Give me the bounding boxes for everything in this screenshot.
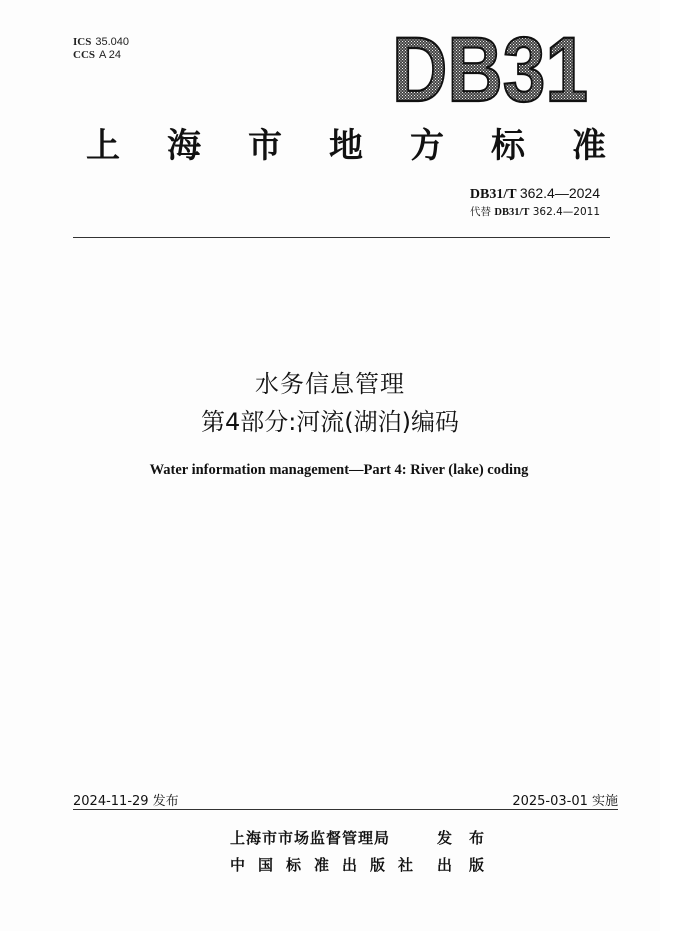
classification-codes (73, 36, 129, 62)
title-char: 标 (491, 126, 525, 166)
ics-value: 35.040 (95, 36, 129, 48)
standard-number (470, 185, 600, 203)
db31-logo-text: DB31 (392, 19, 588, 121)
chinese-title-line-1: 水务信息管理 (255, 370, 405, 398)
ccs-value: A 24 (99, 49, 122, 61)
chinese-title-line-2: 第4部分:河流(湖泊)编码 (200, 408, 460, 436)
replaces-label: 代替 (470, 206, 492, 218)
title-char: 海 (167, 126, 201, 166)
ccs-code (73, 49, 129, 62)
title-char: 方 (410, 126, 444, 166)
standard-number-value: 362.4—2024 (519, 185, 600, 201)
bottom-divider (73, 809, 618, 810)
ics-code (73, 36, 129, 49)
issuing-action: 发布 (437, 829, 502, 847)
implementation-date: 2025-03-01 实施 (512, 794, 618, 809)
top-divider (73, 237, 610, 238)
db31-logo (390, 19, 590, 121)
replaces-prefix: DB31/T (494, 207, 530, 218)
issuing-authority: 上海市市场监督管理局 (230, 829, 391, 847)
standard-number-prefix: DB31/T (469, 187, 517, 202)
title-char: 地 (329, 126, 363, 166)
issue-date: 2024-11-29 发布 (73, 794, 179, 809)
replaces-value: 362.4—2011 (532, 206, 600, 218)
title-char: 准 (572, 126, 606, 166)
title-char: 市 (248, 126, 282, 166)
publishing-action: 出版 (437, 856, 502, 874)
ics-label: ICS (73, 36, 92, 48)
title-char: 上 (86, 126, 120, 166)
publisher: 中国标准出版社 (230, 856, 427, 874)
ccs-label: CCS (73, 49, 96, 61)
replaces-standard (470, 204, 600, 219)
english-title: Water information management—Part 4: River (lake) coding (149, 462, 529, 478)
standard-category-title (86, 126, 606, 166)
